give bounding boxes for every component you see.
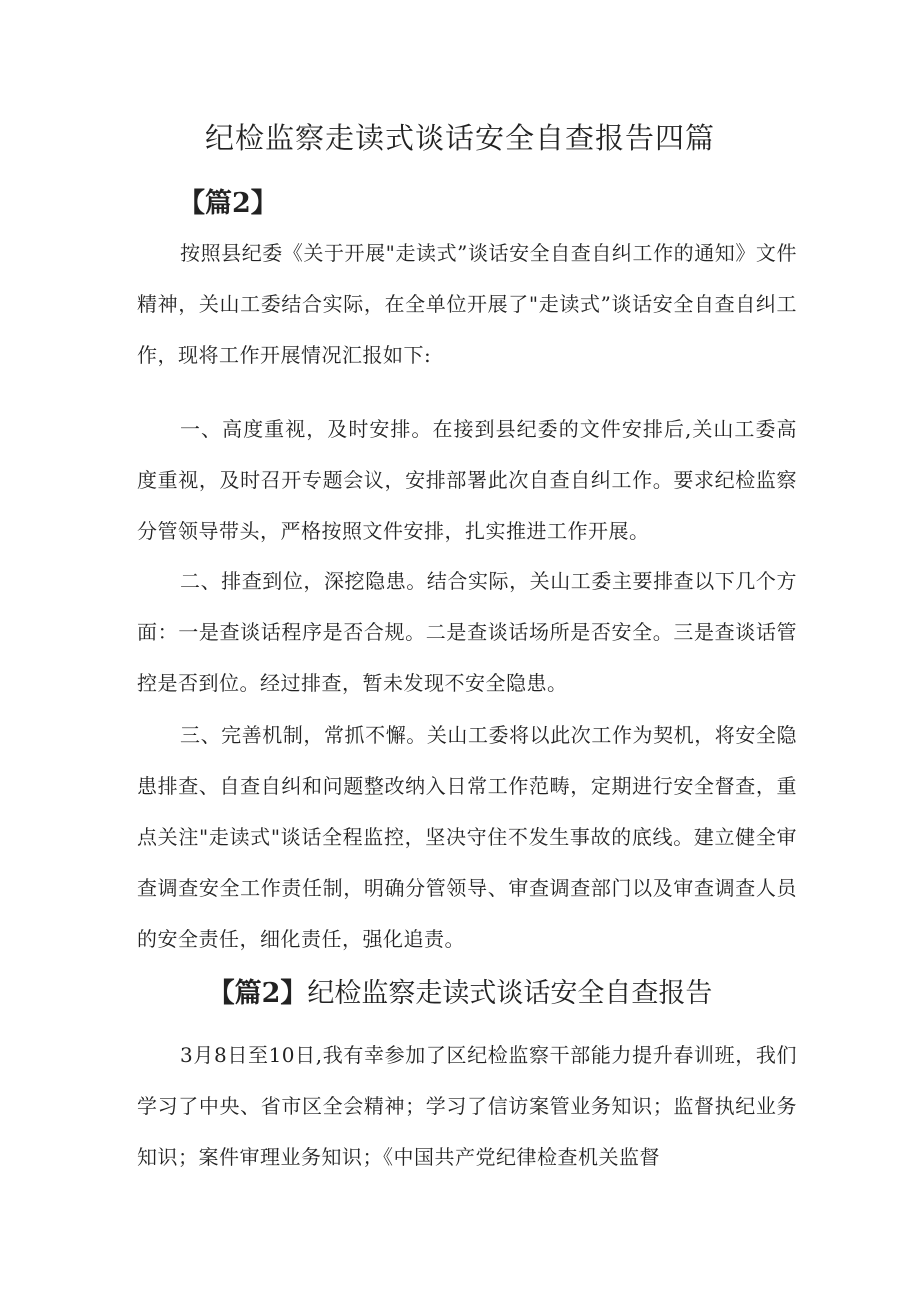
section1-paragraph-1: 一、高度重视，及时安排。在接到县纪委的文件安排后,关山工委高度重视，及时召开专题会议，安排部署此次自查自纠工作。要求纪检监察分管领导带头，严格按照文件安排，扎实推进工作开展。 [137, 417, 797, 543]
section2-heading [0, 972, 920, 1016]
section1-paragraph-intro: 按照县纪委《关于开展"走读式”谈话安全自查自纠工作的通知》文件精神，关山工委结合实际，在全单位开展了"走读式”谈话安全自查自纠工作，现将工作开展情况汇报如下: [137, 241, 797, 367]
section1-heading: 【篇2】 [178, 188, 278, 219]
section2-heading-bracket: 【篇2】 [207, 978, 308, 1009]
section1-paragraph-2: 二、排查到位，深挖隐患。结合实际，关山工委主要排查以下几个方面：一是查谈话程序是否合规。二是查谈话场所是否安全。三是查谈话管控是否到位。经过排查，暂未发现不安全隐患。 [137, 569, 797, 695]
section2-paragraph-1: 3月8日至10日,我有幸参加了区纪检监察干部能力提升春训班，我们学习了中央、省市区全会精神；学习了信访案管业务知识；监督执纪业务知识；案件审理业务知识；《中国共产党纪律检查机关监督 [137, 1043, 797, 1169]
section2-heading-text: 纪检监察走读式谈话安全自查报告 [307, 978, 713, 1009]
section1-paragraph-3: 三、完善机制，常抓不懈。关山工委将以此次工作为契机，将安全隐患排查、自查自纠和问题整改纳入日常工作范畴，定期进行安全督查，重点关注"走读式"谈话全程监控，坚决守住不发生事故的底线。建立健全审查调查安全工作责任制，明确分管领导、审查调查部门以及审查调查人员的安全责任，细化责任，强化追责。 [137, 723, 797, 951]
document-title: 纪检监察走读式谈话安全自查报告四篇 [204, 121, 715, 155]
